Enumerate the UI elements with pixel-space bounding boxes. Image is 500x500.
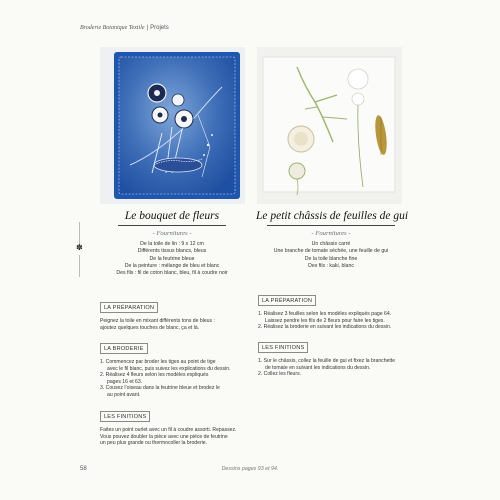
step-item: 1. Commencez par broder les tiges au point de tige avec le fil blanc, puis suivez les explications du dessin. [100,359,231,372]
title-underline [267,225,395,226]
margin-rule-bottom [79,255,80,277]
bouquet-photo [100,47,245,204]
bouquet-preparation-section [100,296,243,331]
mistletoe-supplies-heading: - Fournitures - [311,230,351,237]
section-heading: LA PRÉPARATION [258,295,316,306]
supply-item: De la toile blanche fine [304,255,358,262]
mistletoe-title: Le petit châssis de feuilles de gui [256,210,409,222]
supply-item: Un châssis carré [311,241,351,247]
running-header [80,25,169,31]
supply-item: De la feutrine bleue [149,255,195,262]
mistletoe-preparation-section [258,289,408,331]
header-separator: | [146,25,149,31]
step-item: 2. Réalisez 4 fleurs selon les modèles expliqués pages 16 et 63. [100,372,209,385]
bouquet-supplies-list [97,241,247,277]
supply-item: Différents tissus blancs, bleus [137,248,207,255]
bouquet-title: Le bouquet de fleurs [124,210,220,222]
section-heading: LES FINITIONS [258,342,308,353]
section-text: Faites un point ourlet avec un fil à coudre assorti. Repassez. Vous pouvez doubler la pièce avec une pièce de feutrine un peu plus grande ou thermocoller la broderie. [100,427,237,447]
step-item: 2. Collez les fleurs. [258,371,302,378]
flower-icon: ✽ [76,243,83,252]
title-underline [118,225,226,226]
section-heading: LES FINITIONS [100,411,150,422]
section-steps [258,311,408,331]
step-item: 1. Réalisez 3 feuilles selon les modèles expliqués page 64. Laissez pendre les fils de 2 fleurs pour faire les tiges. [258,311,392,324]
frame-illustration [257,47,402,204]
supply-item: De la toile de lin : 9 x 12 cm [140,241,204,247]
section-steps [258,358,408,378]
step-item: 3. Cousez l’oiseau dans la feutrine bleue et brodez le au point avant. [100,385,220,398]
bouquet-column [97,210,247,277]
bouquet-supplies-heading: - Fournitures - [152,230,192,237]
bouquet-illustration [100,47,245,204]
section-heading: LA BRODERIE [100,343,148,354]
bouquet-finishing-section [100,405,243,447]
drawings-reference: Dessins pages 93 et 94. [221,466,279,472]
supply-item: Des fils : kaki, blanc [308,262,354,269]
step-item: 2. Réalisez la broderie en suivant les indications du dessin. [258,324,392,331]
section-steps [100,359,243,399]
supply-item: Des fils : fil de coton blanc, bleu, fil à coudre noir [116,270,228,277]
header-section: Projets [150,25,169,31]
supply-item: De la peinture : mélange de bleu et blanc [124,262,220,269]
mistletoe-finishing-section [258,336,408,378]
step-item: 1. Sur le châssis, collez la feuille de gui et fixez la branchette de tomate en suivant les indications du dessin. [258,358,396,371]
mistletoe-supplies-list [256,241,406,270]
margin-rule-top [79,222,80,244]
mistletoe-frame-photo [257,47,402,204]
section-heading: LA PRÉPARATION [100,302,158,313]
book-title: Broderie Botanique Textile [80,25,145,31]
supply-item: Une branche de tomate séchée, une feuille de gui [273,248,389,255]
mistletoe-column [256,210,409,270]
section-text: Peignez la toile en mixant différents tons de bleus : ajoutez quelques touches de blanc, ça et là. [100,318,215,331]
bouquet-embroidery-section [100,337,243,399]
page-number: 58 [80,466,87,472]
